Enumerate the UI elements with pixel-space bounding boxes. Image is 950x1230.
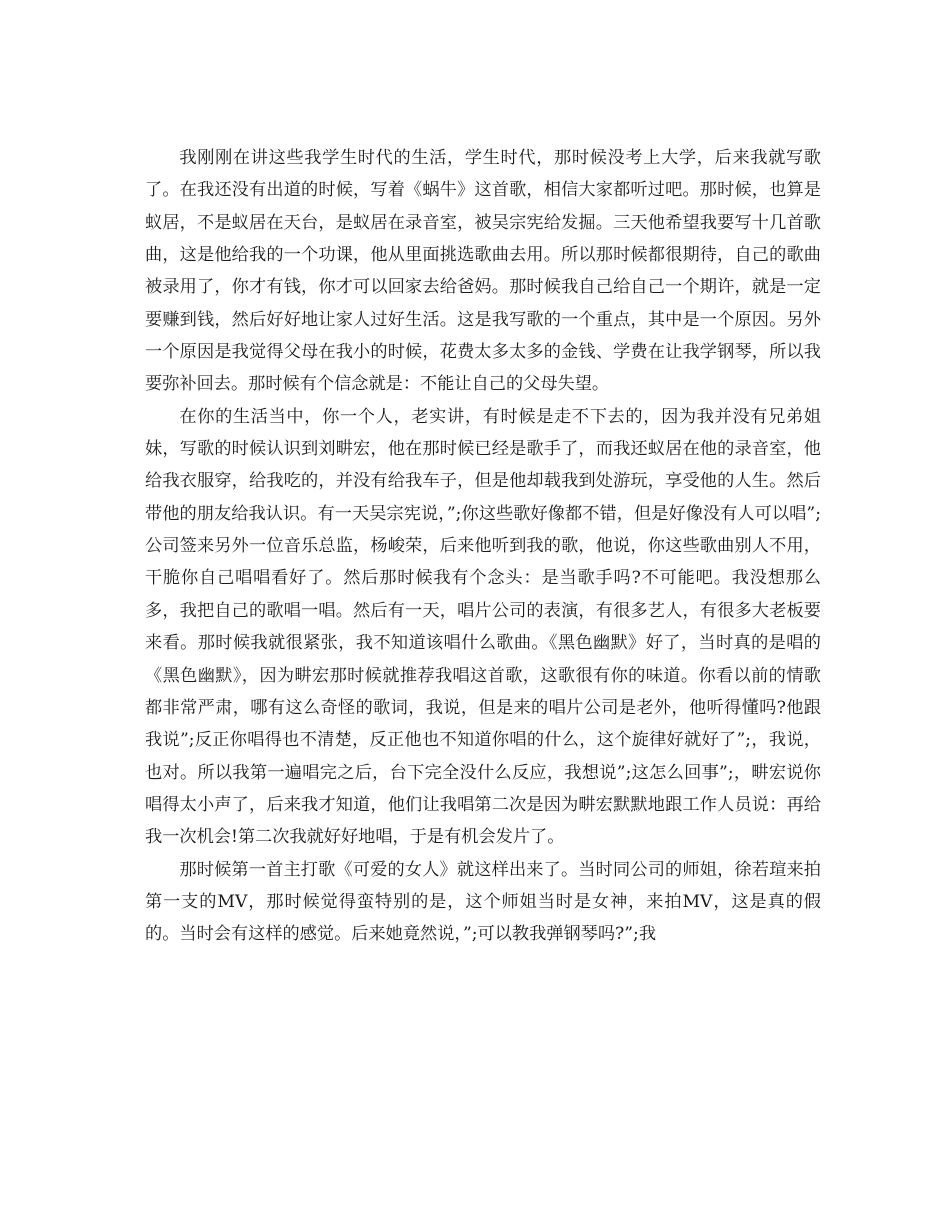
paragraph-3: 那时候第一首主打歌《可爱的女人》就这样出来了。当时同公司的师姐，徐若瑄来拍第一支的MV，那时候觉得蛮特别的是，这个师姐当时是女神，来拍MV，这是真的假的。当时会有这样的感觉。后来她竟然说，”;可以教我弹钢琴吗?”;我 [145, 859, 821, 945]
paragraph-1: 我刚刚在讲这些我学生时代的生活，学生时代，那时候没考上大学，后来我就写歌了。在我还没有出道的时候，写着《蜗牛》这首歌，相信大家都听过吧。那时候，也算是蚁居，不是蚁居在天台，是蚁居在录音室，被吴宗宪给发掘。三天他希望我要写十几首歌曲，这是他给我的一个功课，他从里面挑选歌曲去用。所以那时候都很期待，自己的歌曲被录用了，你才有钱，你才可以回家去给爸妈。那时候我自己给自己一个期许，就是一定要赚到钱，然后好好地让家人过好生活。这是我写歌的一个重点，其中是一个原因。另外一个原因是我觉得父母在我小的时候，花费太多太多的金钱、学费在让我学钢琴，所以我要弥补回去。那时候有个信念就是：不能让自己的父母失望。 [145, 148, 821, 395]
paragraph-2: 在你的生活当中，你一个人，老实讲，有时候是走不下去的，因为我并没有兄弟姐妹，写歌的时候认识到刘畊宏，他在那时候已经是歌手了，而我还蚁居在他的录音室，他给我衣服穿，给我吃的，并没有给我车子，但是他却载我到处游玩，享受他的人生。然后带他的朋友给我认识。有一天吴宗宪说，”;你这些歌好像都不错，但是好像没有人可以唱”;公司签来另外一位音乐总监，杨峻荣，后来他听到我的歌，他说，你这些歌曲别人不用，干脆你自己唱唱看好了。然后那时候我有个念头：是当歌手吗?不可能吧。我没想那么多，我把自己的歌唱一唱。然后有一天，唱片公司的表演，有很多艺人，有很多大老板要来看。那时候我就很紧张，我不知道该唱什么歌曲。《黑色幽默》好了，当时真的是唱的《黑色幽默》，因为畊宏那时候就推荐我唱这首歌，这歌很有你的味道。你看以前的情歌都非常严肃，哪有这么奇怪的歌词，我说，但是来的唱片公司是老外，他听得懂吗?他跟我说”;反正你唱得也不清楚，反正他也不知道你唱的什么，这个旋律好就好了”;，我说，也对。所以我第一遍唱完之后，台下完全没什么反应，我想说”;这怎么回事”;，畊宏说你唱得太小声了，后来我才知道，他们让我唱第二次是因为畊宏默默地跟工作人员说：再给我一次机会!第二次我就好好地唱，于是有机会发片了。 [145, 406, 821, 848]
document-body [145, 142, 821, 951]
